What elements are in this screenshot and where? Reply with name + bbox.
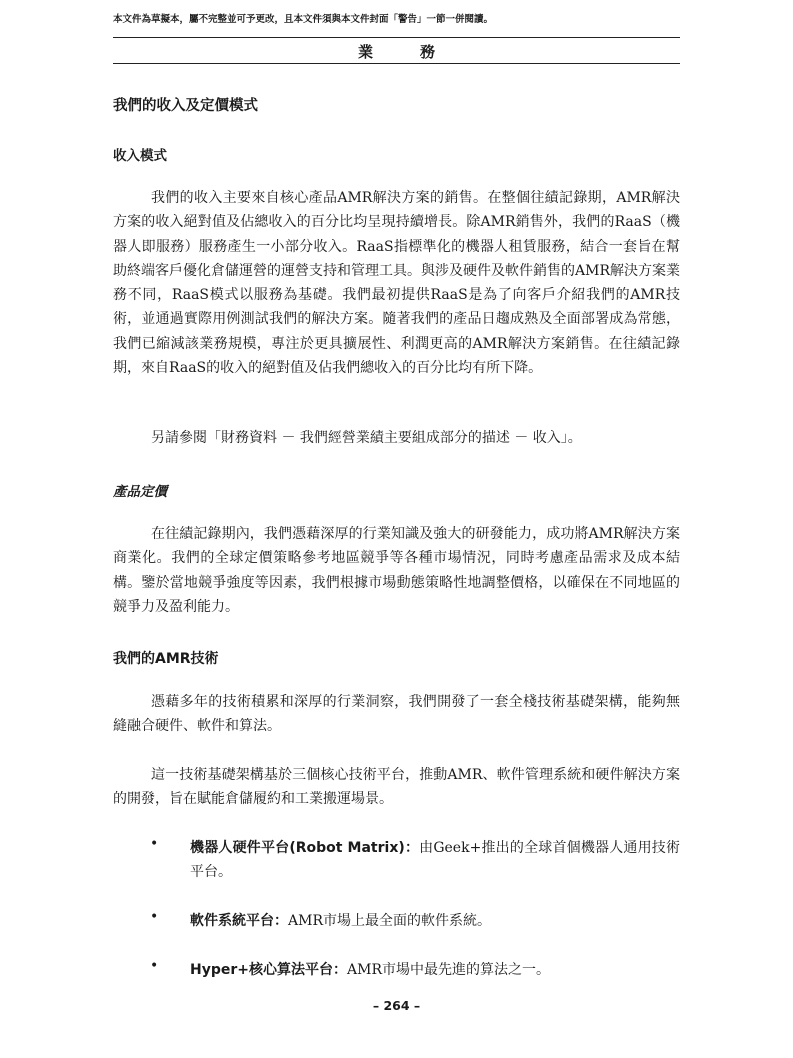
paragraph-tech-intro: 憑藉多年的技術積累和深厚的行業洞察，我們開發了一套全棧技術基礎架構，能夠無縫融合硬件、軟件和算法。	[113, 694, 680, 735]
paragraph-tech-platforms: 這一技術基礎架構基於三個核心技術平台，推動AMR、軟件管理系統和硬件解決方案的開發，旨在賦能倉儲履約和工業搬運場景。	[113, 767, 680, 808]
bullet-body: 由Geek+推出的全球首個機器人通用技術平台。	[190, 840, 680, 881]
header-rule-top	[113, 37, 680, 38]
header-rule-bottom	[113, 63, 680, 64]
bullet-title: 機器人硬件平台(Robot Matrix)：	[190, 840, 420, 856]
heading-revenue-model: 收入模式	[113, 148, 167, 164]
paragraph-see-also: 另請參閱「財務資料 － 我們經營業績主要組成部分的描述 － 收入」。	[151, 430, 582, 446]
bullet-title: 軟件系統平台：	[190, 913, 288, 929]
bullet-icon: •	[150, 958, 159, 974]
heading-amr-technology: 我們的AMR技術	[113, 651, 219, 667]
bullet-body: AMR市場上最全面的軟件系統。	[288, 913, 491, 929]
bullet-icon: •	[150, 836, 159, 852]
draft-disclaimer: 本文件為草擬本，屬不完整並可予更改，且本文件須與本文件封面「警告」一節一併閱讀。	[113, 14, 494, 25]
bullet-title: Hyper+核心算法平台：	[190, 962, 347, 978]
heading-product-pricing: 產品定價	[113, 484, 167, 500]
list-item	[190, 909, 680, 933]
page-number: – 264 –	[372, 998, 421, 1013]
heading-revenue-pricing-model: 我們的收入及定價模式	[113, 98, 258, 114]
paragraph-product-pricing: 在往績記錄期內，我們憑藉深厚的行業知識及強大的研發能力，成功將AMR解決方案商業化。我們的全球定價策略參考地區競爭等各種市場情況，同時考慮產品需求及成本結構。鑒於當地競爭強度等因素，我們根據市場動態策略性地調整價格，以確保在不同地區的競爭力及盈利能力。	[113, 526, 680, 615]
list-item	[190, 958, 680, 982]
paragraph-revenue-model: 我們的收入主要來自核心產品AMR解決方案的銷售。在整個往績記錄期，AMR解決方案的收入絕對值及佔總收入的百分比均呈現持續增長。除AMR銷售外，我們的RaaS（機器人即服務）服務產生一小部分收入。RaaS指標準化的機器人租賃服務，結合一套旨在幫助終端客戶優化倉儲運營的運營支持和管理工具。與涉及硬件及軟件銷售的AMR解決方案業務不同，RaaS模式以服務為基礎。我們最初提供RaaS是為了向客戶介紹我們的AMR技術，並通過實際用例測試我們的解決方案。隨著我們的產品日趨成熟及全面部署成為常態，我們已縮減該業務規模，專注於更具擴展性、利潤更高的AMR解決方案銷售。在往績記錄期，來自RaaS的收入的絕對值及佔我們總收入的百分比均有所下降。	[113, 190, 680, 377]
bullet-icon: •	[150, 909, 159, 925]
bullet-body: AMR市場中最先進的算法之一。	[347, 962, 550, 978]
section-title: 業 務	[357, 43, 451, 61]
list-item	[190, 836, 680, 885]
